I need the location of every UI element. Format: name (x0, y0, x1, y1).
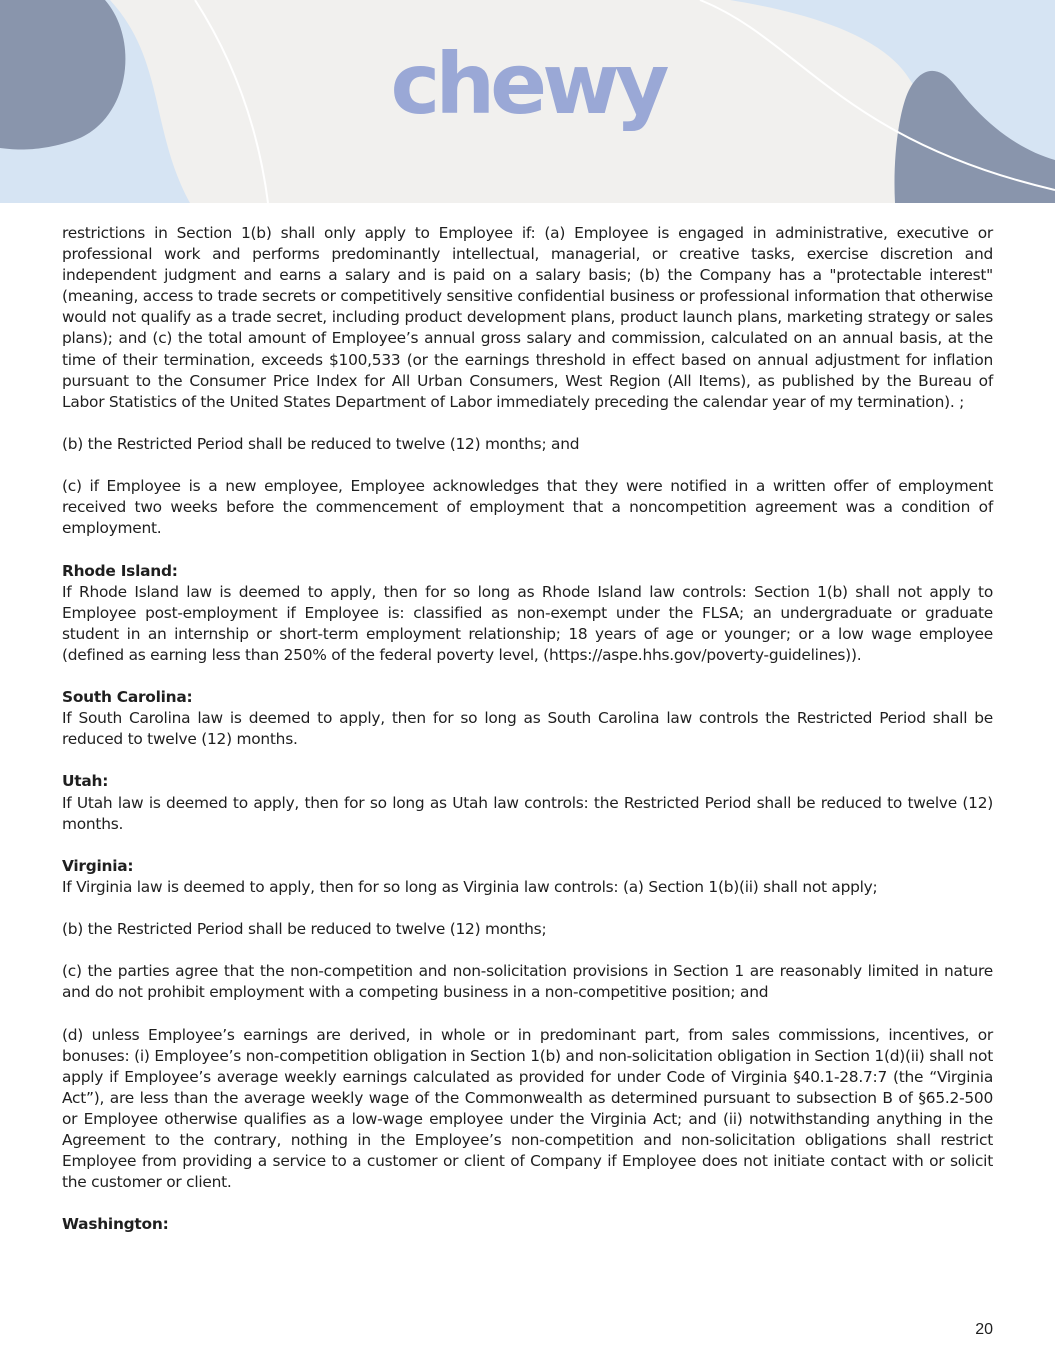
paragraph: (c) if Employee is a new employee, Employee acknowledges that they were notified in a written offer of employment received two weeks before the commencement of employment that a noncompetition agreement was a condition of employment. (62, 477, 993, 538)
section-heading-virginia: Virginia: (62, 856, 134, 875)
paragraph: (d) unless Employee’s earnings are derived, in whole or in predominant part, from sales commissions, incentives, or bonuses: (i) Employee’s non-competition obligation in Section 1(b) and non-solicitation obligation in Section 1(d)(ii) shall not apply if Employee’s average weekly earnings calculated as provided for under Code of Virginia §40.1-28.7:7 (the “Virginia Act”), are less than the average weekly wage of the Commonwealth as determined pursuant to subsection B of §65.2-500 or Employee otherwise qualifies as a low-wage employee under the Virginia Act; and (ii) notwithstanding anything in the Agreement to the contrary, nothing in the Employee’s non-competition and non-solicitation obligations shall restrict Employee from providing a service to a customer or client of Company if Employee does not initiate contact with or solicit the customer or client. (62, 1025, 993, 1192)
chewy-logo: chewy (390, 35, 665, 133)
paragraph: If South Carolina law is deemed to apply, then for so long as South Carolina law controls the Restricted Period shall be reduced to twelve (12) months. (62, 709, 993, 749)
page-header (0, 0, 1055, 203)
paragraph: If Utah law is deemed to apply, then for so long as Utah law controls: the Restricted Period shall be reduced to twelve (12) months. (62, 793, 993, 833)
paragraph: If Rhode Island law is deemed to apply, then for so long as Rhode Island law controls: Section 1(b) shall not apply to Employee post-employment if Employee is: classified as non-exempt under the FLSA; an undergraduate or graduate student in an internship or short-term employment relationship; 18 years of age or younger; or a low wage employee (defined as earning less than 250% of the federal poverty level, (https://aspe.hhs.gov/poverty-guidelines)). (62, 582, 993, 664)
section-heading-utah: Utah: (62, 772, 109, 791)
section-heading-rhode-island: Rhode Island: (62, 561, 178, 580)
paragraph: If Virginia law is deemed to apply, then for so long as Virginia law controls: (a) Section 1(b)(ii) shall not apply; (62, 877, 878, 896)
paragraph: restrictions in Section 1(b) shall only apply to Employee if: (a) Employee is engaged in administrative, executive or professional work and performs predominantly intellectual, managerial, or creative tasks, exercise discretion and independent judgment and earns a salary and is paid on a salary basis; (b) the Company has a "protectable interest" (meaning, access to trade secrets or competitively sensitive confidential business or professional information that otherwise would not qualify as a trade secret, including product development plans, product launch plans, marketing strategy or sales plans); and (c) the total amount of Employee’s annual gross salary and commission, calculated on an annual basis, at the time of their termination, exceeds $100,533 (or the earnings threshold in effect based on annual adjustment for inflation pursuant to the Consumer Price Index for All Urban Consumers, West Region (All Items), as published by the Bureau of Labor Statistics of the United States Department of Labor immediately preceding the calendar year of my termination). ; (62, 224, 993, 411)
page-number: 20 (975, 1321, 993, 1338)
document-body (62, 223, 993, 1236)
section-heading-south-carolina: South Carolina: (62, 688, 193, 707)
paragraph: (c) the parties agree that the non-competition and non-solicitation provisions in Section 1 are reasonably limited in nature and do not prohibit employment with a competing business in a non-competitive position; and (62, 962, 993, 1002)
paragraph: (b) the Restricted Period shall be reduced to twelve (12) months; (62, 920, 547, 939)
section-heading-washington: Washington: (62, 1215, 169, 1234)
paragraph: (b) the Restricted Period shall be reduced to twelve (12) months; and (62, 434, 580, 453)
